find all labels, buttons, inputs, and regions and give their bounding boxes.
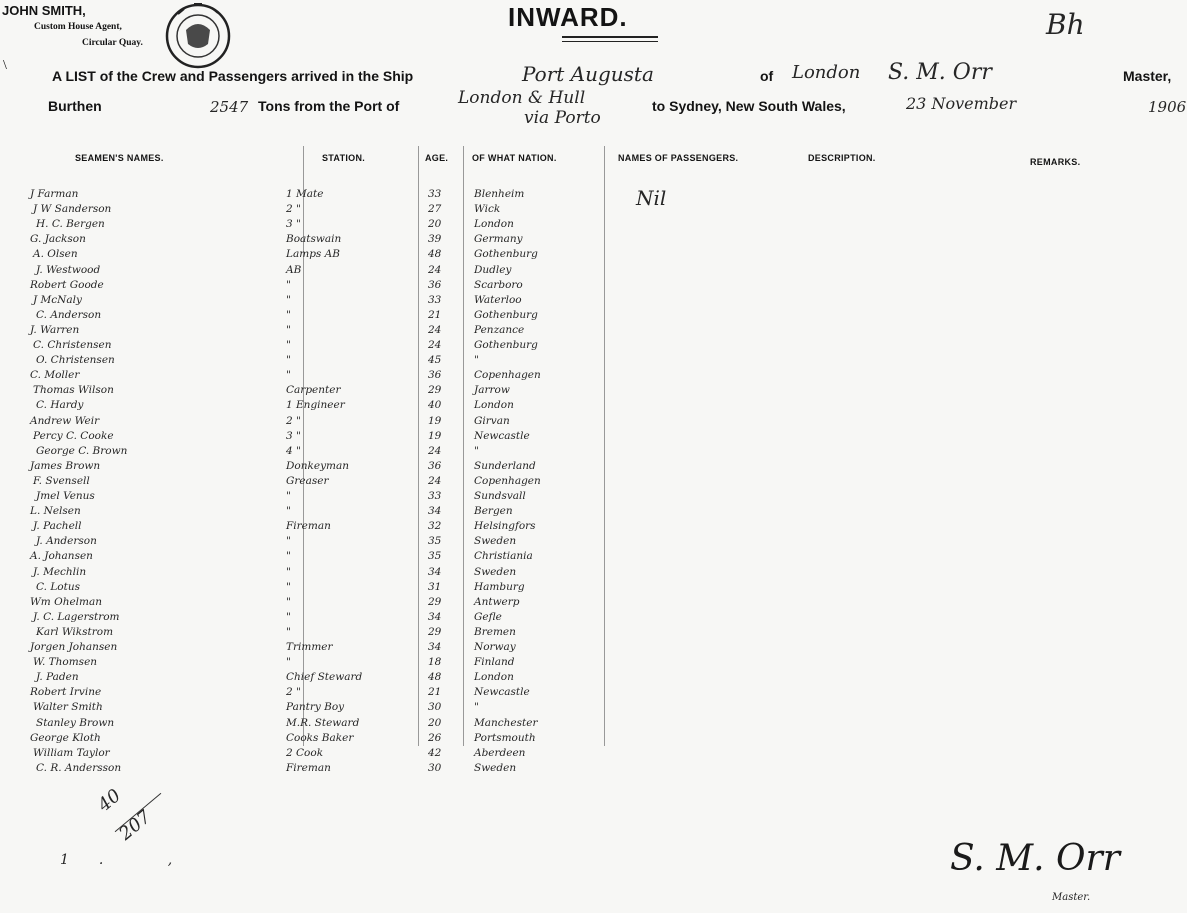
crew-age: 24 [428,263,442,276]
crew-age: 21 [428,308,442,321]
crew-station: " [286,535,291,548]
margin-note-top: 40 [93,785,125,816]
crew-name: C. Christensen [33,339,112,351]
crew-nation: Bremen [474,625,516,638]
ship-name: Port Augusta [522,62,654,86]
crew-age: 24 [428,323,442,336]
crew-name: Robert Irvine [30,686,102,699]
crew-station: Donkeyman [286,459,349,472]
crew-age: 34 [428,505,442,518]
master-label: Master, [1123,68,1172,84]
crew-station: 3 " [286,218,301,231]
crew-station: " [286,625,291,638]
crew-nation: Norway [474,641,516,653]
crew-nation: Dudley [474,263,512,276]
crew-station: " [286,354,291,367]
col-head-description: DESCRIPTION. [808,153,876,163]
crew-name: A. Olsen [33,248,78,261]
arrival-year: 1906 [1148,98,1187,116]
crew-nation: Finland [474,656,515,669]
crew-name: George C. Brown [36,444,128,457]
crew-station: Lamps AB [286,248,340,261]
crew-station: " [286,610,291,623]
crew-nation: Bergen [474,505,513,518]
crew-age: 36 [428,459,442,472]
crew-age: 40 [428,399,442,412]
crew-nation: " [474,444,479,457]
crew-nation: Copenhagen [474,474,541,487]
margin-note-bottom: 207 [115,806,156,845]
crew-nation: London [474,218,514,231]
crew-age: 35 [428,535,442,548]
crew-age: 48 [428,248,442,261]
crew-station: AB [286,263,302,276]
crew-nation: Sundsvall [474,490,526,502]
crew-nation: Gothenburg [474,339,538,351]
crew-age: 34 [428,641,442,653]
crew-name: W. Thomsen [33,656,98,669]
crew-age: 39 [428,233,442,246]
crew-station: Boatswain [286,233,342,246]
crew-name: H. C. Bergen [36,218,105,231]
port-from: London & Hull [458,88,586,108]
crew-nation: Sweden [474,535,517,548]
crew-age: 29 [428,384,442,397]
crew-name: F. Svensell [33,474,90,487]
crew-nation: Aberdeen [474,746,526,759]
crew-station: Pantry Boy [286,701,345,714]
master-name: S. M. Orr [888,60,992,85]
crew-nation: Girvan [474,414,510,427]
crew-name: J McNaly [33,293,82,306]
crew-station: " [286,550,291,563]
corner-initials: Bh [1046,8,1085,41]
crew-name: C. Moller [30,369,80,382]
crew-nation: Jarrow [474,384,510,397]
crew-station: Trimmer [286,641,333,653]
crew-station: " [286,595,291,608]
crew-station: " [286,278,291,291]
crew-nation: Newcastle [474,686,530,699]
crew-station: " [286,656,291,669]
crew-station: " [286,490,291,502]
crew-age: 31 [428,580,442,593]
document-title: INWARD. [508,2,628,32]
crew-name: Jorgen Johansen [30,641,118,653]
col-head-passengers: NAMES OF PASSENGERS. [618,153,739,163]
crew-name: Stanley Brown [36,716,115,729]
crew-name: George Kloth [30,731,101,744]
crew-name: J W Sanderson [33,203,112,216]
crew-name: J. Pachell [33,520,82,533]
crew-station: " [286,293,291,306]
column-rule [463,146,464,746]
master-signature: S. M. Orr [950,838,1120,879]
passengers-entry: Nil [636,186,667,210]
crew-name: James Brown [30,459,101,472]
crew-age: 20 [428,716,442,729]
crew-name: Thomas Wilson [33,384,114,397]
crew-name: Walter Smith [33,701,103,714]
crew-nation: Blenheim [474,188,525,200]
crew-station: 1 Mate [286,188,324,200]
crew-station: " [286,323,291,336]
home-port: London [792,62,861,83]
crew-name: J. Paden [36,671,79,684]
crew-nation: " [474,354,479,367]
crew-nation: Newcastle [474,429,530,442]
crew-name: A. Johansen [30,550,93,563]
col-head-names: SEAMEN'S NAMES. [75,153,164,163]
crew-nation: Portsmouth [474,731,536,744]
agent-address: Circular Quay. [82,38,143,48]
crew-name: C. Anderson [36,308,102,321]
crew-age: 30 [428,761,442,774]
crew-name: C. Lotus [36,580,80,593]
crew-name: Karl Wikstrom [36,625,114,638]
crew-station: 3 " [286,429,301,442]
column-rule [418,146,419,746]
crew-name: William Taylor [33,746,110,759]
crew-nation: Christiania [474,550,533,563]
agent-role: Custom House Agent, [34,22,122,32]
crew-station: Carpenter [286,384,341,397]
crew-nation: Gothenburg [474,308,538,321]
crew-name: J. Mechlin [33,565,87,578]
crew-name: Percy C. Cooke [33,429,114,442]
crew-station: Greaser [286,474,329,487]
crew-name: J Farman [30,188,79,200]
crew-age: 24 [428,474,442,487]
crew-name: Robert Goode [30,278,104,291]
crew-name: J. C. Lagerstrom [33,610,120,623]
agent-name: JOHN SMITH, [2,3,86,18]
crew-nation: Sweden [474,565,517,578]
crew-station: Chief Steward [286,671,363,684]
crew-name: O. Christensen [36,354,115,367]
crew-age: 29 [428,625,442,638]
crew-nation: Gothenburg [474,248,538,261]
tons-value: 2547 [210,98,249,116]
crew-age: 34 [428,565,442,578]
crew-age: 34 [428,610,442,623]
crew-age: 36 [428,369,442,382]
crew-age: 32 [428,520,442,533]
crew-name: Jmel Venus [36,490,95,502]
crew-nation: Scarboro [474,278,523,291]
crew-nation: Copenhagen [474,369,541,382]
crew-age: 21 [428,686,442,699]
crew-name: G. Jackson [30,233,86,246]
title-underline [562,36,658,38]
port-via: via Porto [524,108,601,128]
crew-name: C. R. Andersson [36,761,122,774]
crew-age: 33 [428,188,442,200]
crew-age: 27 [428,203,442,216]
crew-name: J. Westwood [36,263,101,276]
crew-age: 19 [428,429,442,442]
crew-age: 35 [428,550,442,563]
crew-age: 20 [428,218,442,231]
col-head-age: AGE. [425,153,449,163]
crew-age: 18 [428,656,442,669]
crew-age: 33 [428,490,442,502]
crew-nation: " [474,701,479,714]
crew-nation: London [474,399,514,412]
crew-nation: Hamburg [474,580,525,593]
customs-stamp-seal [162,0,234,70]
crew-name: Wm Ohelman [30,595,103,608]
tons-from-label: Tons from the Port of [258,98,400,114]
crew-station: " [286,339,291,351]
crew-name: C. Hardy [36,399,84,412]
margin-tick: \ [3,58,7,73]
crew-age: 29 [428,595,442,608]
intro-line1-prefix: A LIST of the Crew and Passengers arrived in the Ship [52,68,414,84]
crew-station: 1 Engineer [286,399,345,412]
crew-nation: Penzance [474,323,525,336]
crew-nation: Antwerp [474,595,520,608]
col-head-remarks: REMARKS. [1030,157,1081,167]
crew-nation: Wick [474,203,501,216]
column-rule [604,146,605,746]
crew-station: 2 " [286,203,301,216]
crew-age: 45 [428,354,442,367]
col-head-nation: OF WHAT NATION. [472,153,557,163]
crew-age: 33 [428,293,442,306]
crew-nation: Helsingfors [474,520,536,533]
crew-station: Fireman [286,761,331,774]
crew-nation: Waterloo [474,293,522,306]
crew-age: 24 [428,339,442,351]
crew-age: 42 [428,746,442,759]
crew-station: Fireman [286,520,331,533]
crew-station: 4 " [286,444,301,457]
bottom-marks: 1. , [60,852,203,868]
signature-label: Master. [1052,892,1091,903]
crew-nation: Sweden [474,761,517,774]
crew-nation: Manchester [474,716,538,729]
crew-station: Cooks Baker [286,731,354,744]
col-head-station: STATION. [322,153,366,163]
crew-station: " [286,369,291,382]
crew-station: " [286,580,291,593]
burthen-label: Burthen [48,98,102,114]
crew-station: " [286,565,291,578]
crew-age: 48 [428,671,442,684]
crew-nation: Germany [474,233,523,246]
crew-station: 2 Cook [286,746,324,759]
crew-name: Andrew Weir [30,414,100,427]
crew-name: J. Warren [30,323,80,336]
crew-nation: Gefle [474,610,502,623]
crew-name: J. Anderson [36,535,97,548]
title-underline-thin [562,41,658,42]
arrival-date: 23 November [906,94,1017,113]
intro-of: of [760,68,774,84]
crew-nation: Sunderland [474,459,536,472]
crew-station: 2 " [286,414,301,427]
to-sydney-label: to Sydney, New South Wales, [652,98,846,114]
crew-age: 19 [428,414,442,427]
crew-station: " [286,308,291,321]
crew-station: " [286,505,291,518]
crew-age: 26 [428,731,442,744]
crew-age: 30 [428,701,442,714]
crew-age: 24 [428,444,442,457]
crew-station: 2 " [286,686,301,699]
crew-name: L. Nelsen [30,505,81,518]
crew-nation: London [474,671,514,684]
crew-station: M.R. Steward [286,716,360,729]
crew-age: 36 [428,278,442,291]
